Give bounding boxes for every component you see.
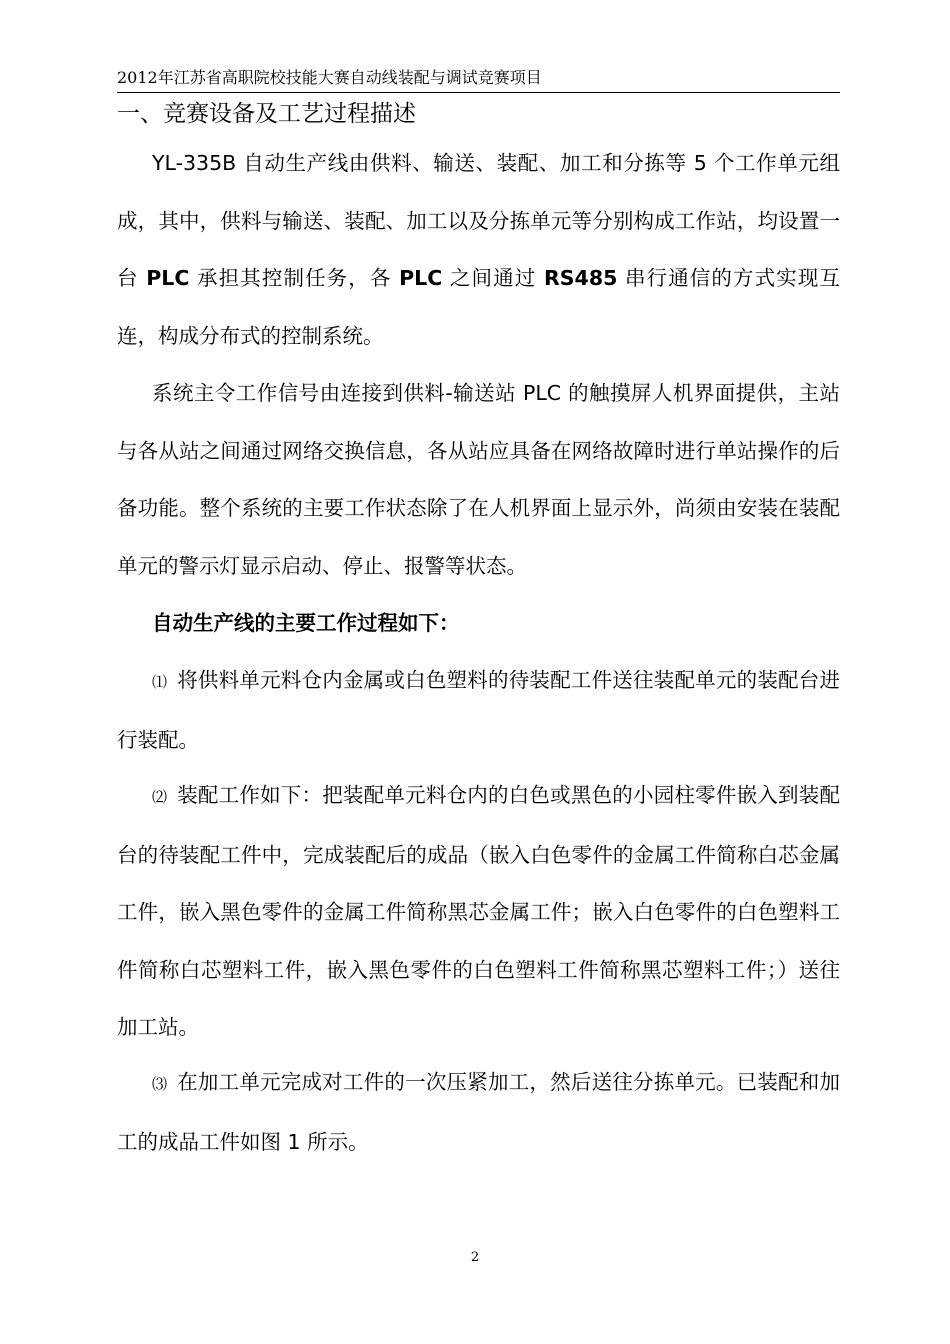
rs485-term: RS485 (544, 266, 618, 290)
section-title: 一、竞赛设备及工艺过程描述 (117, 101, 416, 127)
step-2-number: ⑵ (152, 788, 168, 806)
step-3-number: ⑶ (152, 1075, 168, 1093)
paragraph-1 (117, 135, 840, 365)
step-3-text: 在加工单元完成对工件的一次压紧加工，然后送往分拣单元。已装配和加工的成品工件如图 1 所示。 (117, 1070, 840, 1154)
paragraph-1-text-a: YL-335B 自动生产线由供料、输送、装配、加工和分拣等 5 个工作单元组成，其中，供料与输送、装配、加工以及分拣单元等分别构成工作站，均设置一台 (117, 151, 840, 290)
paragraph-1-text-b: 承担其控制任务，各 (189, 266, 400, 290)
plc-term: PLC (146, 266, 190, 290)
header-text: 2012年江苏省高职院校技能大赛自动线装配与调试竞赛项目 (117, 68, 542, 87)
step-1-number: ⑴ (152, 673, 168, 691)
process-heading: 自动生产线的主要工作过程如下： (152, 611, 460, 635)
step-1-text: 将供料单元料仓内金属或白色塑料的待装配工件送往装配单元的装配台进行装配。 (117, 668, 840, 752)
page-number: 2 (470, 1250, 480, 1265)
step-2-text: 装配工作如下：把装配单元料仓内的白色或黑色的小园柱零件嵌入到装配台的待装配工件中，完成装配后的成品（嵌入白色零件的金属工件简称白芯金属工件，嵌入黑色零件的金属工件简称黑芯金属工件；嵌入白色零件的白色塑料工件简称白芯塑料工件，嵌入黑色零件的白色塑料工件简称黑芯塑料工件；）送往加工站。 (117, 783, 840, 1039)
plc-term: PLC (399, 266, 443, 290)
step-3 (117, 1054, 840, 1171)
paragraph-1-text-d: 串行通信的方式实现互连，构成分布式的控制系统。 (117, 266, 840, 348)
page-header (117, 66, 840, 93)
paragraph-1-text-c: 之间通过 (442, 266, 544, 290)
step-2 (117, 767, 840, 1057)
paragraph-2: 系统主令工作信号由连接到供料-输送站 PLC 的触摸屏人机界面提供，主站与各从站之间通过网络交换信息，各从站应具备在网络故障时进行单站操作的后备功能。整个系统的主要工作状态除了在人机界面上显示外，尚须由安装在装配单元的警示灯显示启动、停止、报警等状态。 (117, 381, 840, 578)
step-1 (117, 652, 840, 769)
